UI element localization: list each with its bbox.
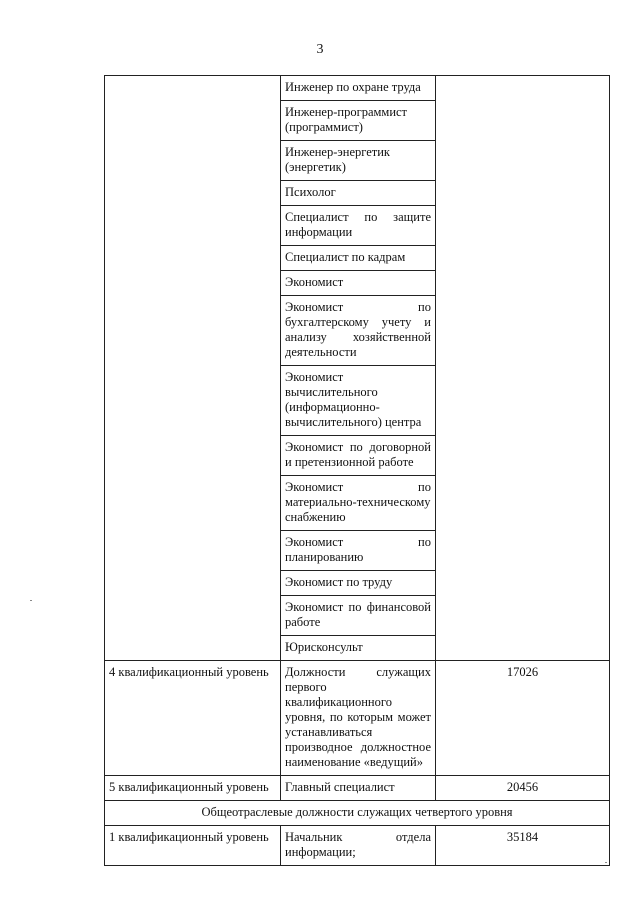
table-row-group4-level1 — [105, 826, 610, 866]
position-cell: Инженер-программист (программист) — [281, 101, 436, 141]
position-cell: Инженер-энергетик (энергетик) — [281, 141, 436, 181]
position-cell: Психолог — [281, 181, 436, 206]
position-cell: Должности служащих первого квалификационного уровня, по которым может устанавливаться производное должностное наименование «ведущий» — [281, 661, 436, 776]
salary-table — [104, 75, 610, 866]
table-row-level5 — [105, 776, 610, 801]
position-cell: Специалист по кадрам — [281, 246, 436, 271]
position-cell: Главный специалист — [281, 776, 436, 801]
position-cell: Экономист по договорной и претензионной работе — [281, 436, 436, 476]
level-cell: 1 квалификационный уровень — [105, 826, 281, 866]
position-cell: Экономист по материально-техническому снабжению — [281, 476, 436, 531]
salary-cell: 35184 — [436, 826, 610, 866]
table-row — [105, 76, 610, 101]
section-title: Общеотраслевые должности служащих четвертого уровня — [105, 801, 610, 826]
position-cell: Начальник отдела информации; — [281, 826, 436, 866]
position-cell: Экономист по планированию — [281, 531, 436, 571]
position-cell: Экономист — [281, 271, 436, 296]
position-cell: Экономист по бухгалтерскому учету и анализу хозяйственной деятельности — [281, 296, 436, 366]
position-cell: Инженер по охране труда — [281, 76, 436, 101]
page-number: 3 — [316, 42, 324, 57]
table-row-level4 — [105, 661, 610, 776]
position-cell: Экономист вычислительного (информационно-вычислительного) центра — [281, 366, 436, 436]
level-cell: 4 квалификационный уровень — [105, 661, 281, 776]
position-cell: Экономист по труду — [281, 571, 436, 596]
salary-cell: 17026 — [436, 661, 610, 776]
salary-cell-continued — [436, 76, 610, 661]
table-body — [105, 76, 610, 866]
salary-cell: 20456 — [436, 776, 610, 801]
level-cell: 5 квалификационный уровень — [105, 776, 281, 801]
scan-speck — [605, 862, 607, 863]
scan-speck — [30, 600, 32, 601]
level-cell-continued — [105, 76, 281, 661]
section-header-row — [105, 801, 610, 826]
position-cell: Специалист по защите информации — [281, 206, 436, 246]
position-cell: Экономист по финансовой работе — [281, 596, 436, 636]
position-cell: Юрисконсульт — [281, 636, 436, 661]
